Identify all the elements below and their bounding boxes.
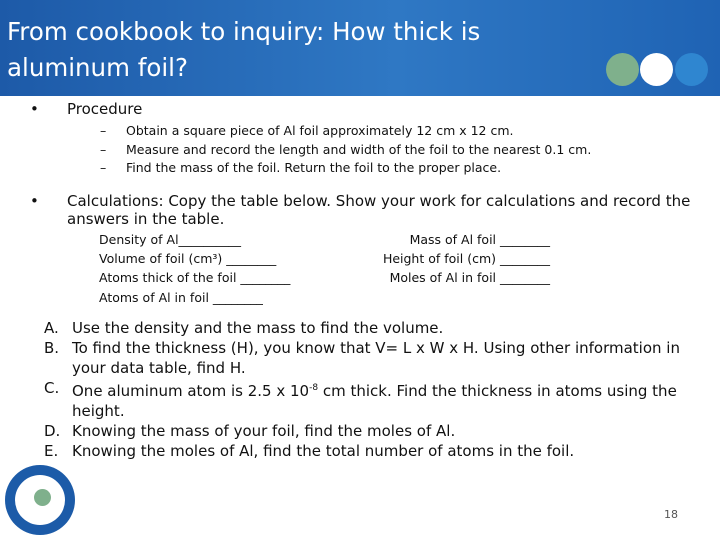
table-cell: Moles of Al in foil ________ xyxy=(389,270,550,286)
calculations-text-line2: answers in the table. xyxy=(67,210,225,228)
table-cell: Density of Al__________ xyxy=(99,232,242,247)
step-text: Find the mass of the foil. Return the foil to the proper place. xyxy=(126,160,502,175)
data-table-left xyxy=(99,230,290,307)
exponent: -8 xyxy=(309,383,319,393)
question-letter: E. xyxy=(44,442,59,460)
question-text: Use the density and the mass to find the volume. xyxy=(72,319,444,337)
question-item xyxy=(44,378,712,421)
slide-header xyxy=(0,0,720,96)
step-text: Obtain a square piece of Al foil approximately 12 cm x 12 cm. xyxy=(126,123,514,138)
table-cell: Volume of foil (cm³) ________ xyxy=(99,251,277,267)
question-list xyxy=(44,318,712,461)
question-item xyxy=(44,338,712,378)
step-dash: – xyxy=(100,142,107,157)
decorative-dot-white xyxy=(640,53,673,86)
question-item xyxy=(44,441,712,461)
table-cell: Height of foil (cm) ________ xyxy=(382,251,550,267)
procedure-heading: Procedure xyxy=(67,100,143,118)
decorative-dot-green xyxy=(606,53,639,86)
question-letter: A. xyxy=(44,319,59,337)
table-cell: Atoms thick of the foil ________ xyxy=(99,270,291,286)
step-text: Measure and record the length and width of the foil to the nearest 0.1 cm. xyxy=(126,142,592,157)
page-number: 18 xyxy=(664,508,678,521)
table-cell: Mass of Al foil ________ xyxy=(409,232,550,247)
slide-title: From cookbook to inquiry: How thick is aluminum foil? xyxy=(7,17,481,82)
decorative-dot-blue xyxy=(675,53,708,86)
step-dash: – xyxy=(100,123,107,138)
question-text-part: cm thick. Find the thickness in atoms using the height. xyxy=(72,382,677,420)
question-item xyxy=(44,318,712,338)
question-text: To find the thickness (H), you know that V= L x W x H. Using other information in your data table, find H. xyxy=(72,339,680,377)
decorative-ring-logo xyxy=(5,465,75,535)
bullet-marker: • xyxy=(30,100,39,118)
step-dash: – xyxy=(100,160,107,175)
question-letter: B. xyxy=(44,339,60,357)
question-text-part: One aluminum atom is 2.5 x 10 xyxy=(72,382,310,400)
table-cell: Atoms of Al in foil ________ xyxy=(99,289,263,305)
question-text xyxy=(72,378,712,421)
question-letter: C. xyxy=(44,379,60,397)
question-item xyxy=(44,421,712,441)
data-table-right xyxy=(354,230,550,288)
bullet-marker: • xyxy=(30,192,39,210)
question-letter: D. xyxy=(44,422,61,440)
calculations-text-line1: Calculations: Copy the table below. Show your work for calculations and record the xyxy=(67,192,691,210)
question-text: Knowing the mass of your foil, find the moles of Al. xyxy=(72,422,456,440)
ring-core-dot xyxy=(34,489,51,506)
question-text: Knowing the moles of Al, find the total number of atoms in the foil. xyxy=(72,442,575,460)
